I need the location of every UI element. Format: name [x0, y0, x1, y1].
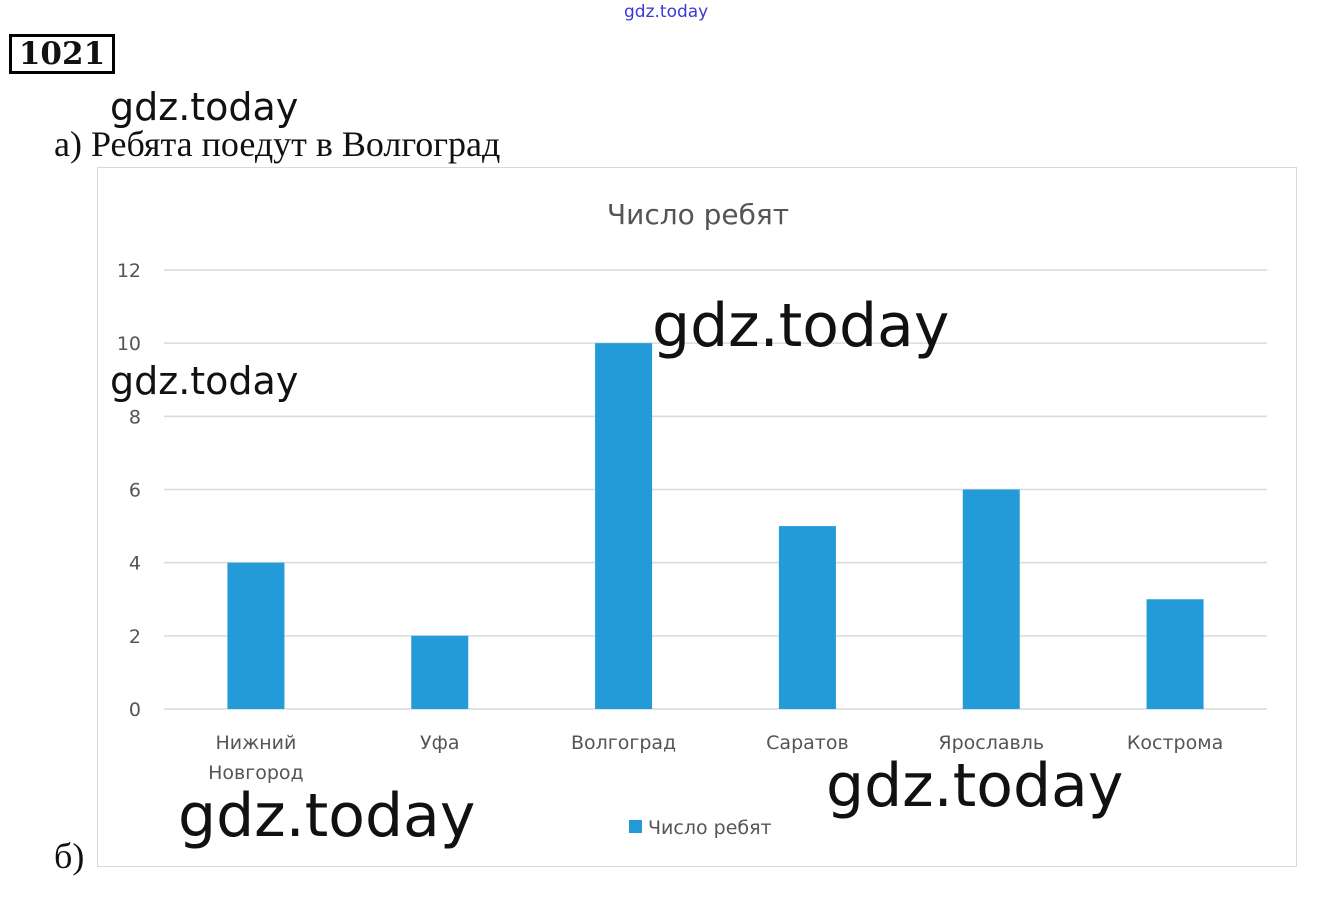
- y-tick-label: 12: [116, 260, 141, 282]
- bar-0: [227, 563, 284, 709]
- watermark: gdz.today: [178, 781, 476, 851]
- legend-label: Число ребят: [648, 817, 772, 839]
- y-tick-label: 2: [128, 625, 141, 648]
- category-label: Нижний: [215, 732, 297, 754]
- watermark-top: gdz.today: [624, 2, 709, 22]
- category-label: Волгоград: [570, 732, 677, 754]
- watermark: gdz.today: [652, 291, 950, 361]
- answer-b: б): [54, 836, 85, 876]
- y-tick-label: 8: [128, 406, 141, 429]
- watermark: gdz.today: [110, 85, 299, 129]
- bar-1: [411, 636, 468, 709]
- category-label: Уфа: [420, 732, 460, 754]
- bar-2: [595, 343, 652, 709]
- bar-4: [963, 490, 1020, 710]
- y-tick-label: 6: [128, 479, 141, 502]
- legend-swatch: [629, 820, 642, 833]
- y-tick-label: 4: [128, 552, 141, 575]
- category-label: Кострома: [1126, 732, 1224, 754]
- answer-a: а) Ребята поедут в Волгоград: [54, 124, 501, 164]
- category-label: Саратов: [766, 732, 849, 754]
- category-label: Ярославль: [938, 732, 1045, 754]
- watermark: gdz.today: [110, 359, 299, 403]
- bar-5: [1147, 599, 1204, 709]
- y-tick-label: 10: [116, 333, 141, 356]
- problem-number: 1021: [9, 34, 115, 74]
- y-tick-label: 0: [128, 699, 141, 721]
- bar-3: [779, 526, 836, 709]
- category-label: Новгород: [208, 762, 304, 784]
- watermark: gdz.today: [826, 751, 1124, 821]
- chart-title: Число ребят: [606, 198, 790, 231]
